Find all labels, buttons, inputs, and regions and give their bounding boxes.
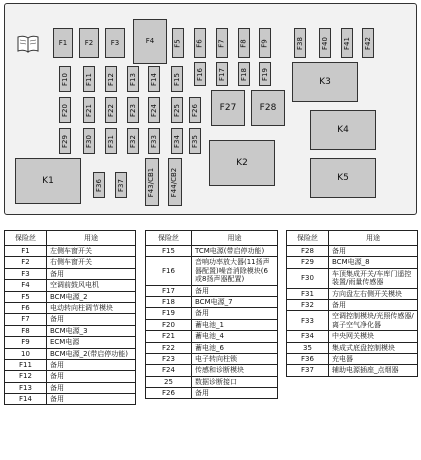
fuse-label: F2	[84, 38, 94, 47]
fuse-id-cell: F28	[287, 246, 329, 257]
fuse-use-cell: 备用	[192, 308, 278, 319]
fuse-f30	[83, 128, 95, 154]
table-row	[287, 288, 418, 299]
table-header-row	[287, 231, 418, 246]
fuse-id-cell: 10	[5, 348, 47, 359]
table-row	[5, 268, 136, 279]
fuse-id-cell: F4	[5, 280, 47, 291]
fuse-id-cell: F2	[5, 257, 47, 268]
fuse-f31	[105, 128, 117, 154]
header-use: 用途	[47, 231, 136, 246]
fuse-label: F16	[195, 67, 204, 81]
fuse-use-cell: 右侧车窗开关	[47, 257, 136, 268]
fuse-f4	[133, 19, 167, 64]
fuse-label: F6	[195, 38, 204, 48]
fuse-f5	[172, 28, 184, 58]
relay-label: K5	[337, 172, 349, 183]
table-row	[5, 348, 136, 359]
fuse-label: F31	[106, 134, 115, 148]
fuse-id-cell: F11	[5, 359, 47, 370]
fuse-use-cell: BCM电源_8	[329, 257, 418, 268]
table-row	[287, 365, 418, 376]
table-row	[287, 331, 418, 342]
header-use: 用途	[192, 231, 278, 246]
fuse-f19	[259, 62, 271, 86]
fuse-label: F8	[239, 38, 248, 48]
fuse-label: F13	[128, 72, 137, 86]
fuse-id-cell: F17	[146, 285, 192, 296]
fuse-id-cell: F15	[146, 246, 192, 257]
fuse-use-cell: 备用	[47, 268, 136, 279]
table-row	[146, 257, 278, 285]
relay-k4	[310, 110, 376, 150]
table-row	[287, 246, 418, 257]
fuse-label: F33	[149, 134, 158, 148]
fuse-f13	[127, 66, 139, 92]
table-row	[146, 353, 278, 364]
relay-label: K1	[42, 175, 54, 186]
fuse-use-cell: 左侧车窗开关	[47, 246, 136, 257]
table-row	[5, 302, 136, 313]
fuse-f29	[59, 128, 71, 154]
fuse-label: F18	[239, 67, 248, 81]
fuse-label: F37	[116, 178, 125, 192]
fuse-use-cell: 备用	[47, 359, 136, 370]
fuse-f17	[216, 62, 228, 86]
fuse-use-cell: 备用	[192, 285, 278, 296]
fuse-f38	[294, 28, 306, 58]
table-header-row	[5, 231, 136, 246]
fuse-use-cell: 集成式底盘控制模块	[329, 342, 418, 353]
fuse-f11	[83, 66, 95, 92]
relay-k1	[15, 158, 81, 204]
fuse-id-cell: F33	[287, 311, 329, 331]
table-row	[5, 325, 136, 336]
table-row	[146, 365, 278, 376]
fuse-id-cell: F18	[146, 296, 192, 307]
table-row	[5, 314, 136, 325]
fuse-f3	[105, 28, 125, 58]
fuse-label: F14	[149, 72, 158, 86]
table-row	[146, 296, 278, 307]
fuse-use-cell: 空调控制模块/光照传感器/离子空气净化器	[329, 311, 418, 331]
table-row	[5, 337, 136, 348]
relay-k2	[209, 140, 275, 186]
fuse-f40	[319, 28, 331, 58]
fuse-f6	[194, 28, 206, 58]
fuse-use-cell: BCM电源_2(带启停功能)	[47, 348, 136, 359]
fuse-f1	[53, 28, 73, 58]
table-row	[146, 319, 278, 330]
fuse-f33	[148, 128, 160, 154]
fuse-label: F9	[260, 38, 269, 48]
fuse-id-cell: F26	[146, 388, 192, 399]
fuse-use-cell: 辅助电源插座_点烟器	[329, 365, 418, 376]
fuse-label: F30	[84, 134, 93, 148]
fuse-id-cell: F30	[287, 268, 329, 288]
fuse-label: F24	[149, 103, 158, 117]
fuse-use-cell: 空调前鼓风电机	[47, 280, 136, 291]
fuse-label: F25	[172, 103, 181, 117]
table-row	[5, 291, 136, 302]
fuse-use-cell: 蓄电池_1	[192, 319, 278, 330]
fuse-label: F38	[295, 36, 304, 50]
header-fuse: 保险丝	[146, 231, 192, 246]
fuse-use-cell: 数据诊断接口	[192, 376, 278, 387]
fuse-f25	[171, 97, 183, 123]
fuse-label: F4	[145, 37, 155, 45]
header-fuse: 保险丝	[287, 231, 329, 246]
fuse-table-2	[145, 230, 278, 399]
fuse-use-cell: 电子转向柱锁	[192, 353, 278, 364]
fuse-id-cell: 25	[146, 376, 192, 387]
fuse-use-cell: 充电器	[329, 353, 418, 364]
table-row	[287, 257, 418, 268]
fuse-label: F40	[320, 36, 329, 50]
table-row	[287, 299, 418, 310]
fuse-use-cell: 中央网关模块	[329, 331, 418, 342]
relay-label: K3	[319, 76, 331, 87]
fuse-label: F42	[363, 36, 372, 50]
fuse-id-cell: F22	[146, 342, 192, 353]
fuse-table-3	[286, 230, 418, 377]
fuse-id-cell: F16	[146, 257, 192, 285]
fuse-f27	[211, 90, 245, 126]
fuse-use-cell: 备用	[47, 314, 136, 325]
fuse-f16	[194, 62, 206, 86]
fuse-label: F32	[128, 134, 137, 148]
fuse-label: F27	[219, 102, 237, 113]
fuse-use-cell: 电动转向柱调节模块	[47, 302, 136, 313]
table-row	[146, 376, 278, 387]
table-row	[146, 285, 278, 296]
relay-k5	[310, 158, 376, 198]
fuse-f21	[83, 97, 95, 123]
table-row	[146, 342, 278, 353]
fuse-label: F41	[342, 36, 351, 50]
fuse-id-cell: F37	[287, 365, 329, 376]
table-row	[5, 371, 136, 382]
fuse-id-cell: F20	[146, 319, 192, 330]
fuse-id-cell: F6	[5, 302, 47, 313]
fuse-f43-cb1	[145, 158, 159, 206]
table-row	[5, 382, 136, 393]
fuse-id-cell: F29	[287, 257, 329, 268]
fuse-f26	[189, 97, 201, 123]
fuse-id-cell: F9	[5, 337, 47, 348]
relay-label: K4	[337, 124, 349, 135]
fuse-id-cell: F34	[287, 331, 329, 342]
fuse-f28	[251, 90, 285, 126]
fuse-label: F19	[260, 67, 269, 81]
fuse-label: F35	[190, 134, 199, 148]
table-row	[5, 394, 136, 405]
fuse-use-cell: BCM电源_3	[47, 325, 136, 336]
fuse-id-cell: F8	[5, 325, 47, 336]
fuse-f44-cb2	[168, 158, 182, 206]
fuse-id-cell: F12	[5, 371, 47, 382]
table-row	[146, 308, 278, 319]
fuse-f7	[216, 28, 228, 58]
fuse-use-cell: BCM电源_2	[47, 291, 136, 302]
fuse-id-cell: 35	[287, 342, 329, 353]
fuse-f15	[171, 66, 183, 92]
fuse-f9	[259, 28, 271, 58]
fuse-f36	[93, 172, 105, 198]
fuse-use-cell: BCM电源_7	[192, 296, 278, 307]
fuse-f37	[115, 172, 127, 198]
table-row	[287, 353, 418, 364]
fuse-id-cell: F21	[146, 331, 192, 342]
fuse-id-cell: F19	[146, 308, 192, 319]
relay-k3	[292, 62, 358, 102]
fuse-table-1	[4, 230, 136, 405]
fuse-id-cell: F24	[146, 365, 192, 376]
table-row	[287, 268, 418, 288]
table-row	[287, 342, 418, 353]
fuse-id-cell: F14	[5, 394, 47, 405]
table-row	[146, 331, 278, 342]
fuse-use-cell: ECM电源	[47, 337, 136, 348]
table-row	[146, 388, 278, 399]
table-row	[5, 257, 136, 268]
fuse-use-cell: 方向盘左右侧开关模块	[329, 288, 418, 299]
fuse-f23	[127, 97, 139, 123]
table-header-row	[146, 231, 278, 246]
fuse-use-cell: 备用	[192, 388, 278, 399]
fuse-f41	[341, 28, 353, 58]
fuse-use-cell: 备用	[47, 382, 136, 393]
fuse-id-cell: F31	[287, 288, 329, 299]
fuse-f8	[238, 28, 250, 58]
fuse-label: F5	[173, 38, 182, 48]
fuse-f18	[238, 62, 250, 86]
fuse-label: F17	[217, 67, 226, 81]
fuse-box-diagram	[4, 3, 417, 215]
fuse-use-cell: 备用	[329, 299, 418, 310]
fuse-id-cell: F23	[146, 353, 192, 364]
fuse-f20	[59, 97, 71, 123]
fuse-label: F34	[172, 134, 181, 148]
fuse-id-cell: F1	[5, 246, 47, 257]
fuse-id-cell: F7	[5, 314, 47, 325]
fuse-id-cell: F36	[287, 353, 329, 364]
fuse-f2	[79, 28, 99, 58]
fuse-f12	[105, 66, 117, 92]
fuse-f34	[171, 128, 183, 154]
fuse-label: F43/CB1	[147, 167, 156, 197]
fuse-use-cell: 车顶集成开关/车库门遥控装置/雨量传感器	[329, 268, 418, 288]
table-row	[146, 246, 278, 257]
fuse-f35	[189, 128, 201, 154]
fuse-id-cell: F13	[5, 382, 47, 393]
table-row	[5, 359, 136, 370]
fuse-f10	[59, 66, 71, 92]
fuse-id-cell: F3	[5, 268, 47, 279]
fuse-use-cell: 音响功率放大器(11扬声器配置)噪音消除模块(6或8扬声器配置)	[192, 257, 278, 285]
table-row	[287, 311, 418, 331]
header-fuse: 保险丝	[5, 231, 47, 246]
fuse-f14	[148, 66, 160, 92]
relay-label: K2	[236, 157, 248, 168]
fuse-label: F29	[60, 134, 69, 148]
fuse-label: F44/CB2	[170, 167, 179, 197]
fuse-label: F3	[110, 38, 120, 47]
fuse-use-cell: 备用	[47, 371, 136, 382]
fuse-label: F11	[84, 72, 93, 86]
fuse-label: F1	[58, 38, 68, 47]
fuse-use-cell: 蓄电池_4	[192, 331, 278, 342]
fuse-id-cell: F5	[5, 291, 47, 302]
fuse-use-cell: 传感和诊断模块	[192, 365, 278, 376]
fuse-label: F21	[84, 103, 93, 117]
fuse-label: F22	[106, 103, 115, 117]
fuse-use-cell: TCM电源(带启停功能)	[192, 246, 278, 257]
table-row	[5, 246, 136, 257]
fuse-label: F7	[217, 38, 226, 48]
fuse-label: F28	[259, 102, 277, 113]
table-row	[5, 280, 136, 291]
manual-book-icon	[17, 35, 39, 53]
fuse-f22	[105, 97, 117, 123]
fuse-label: F20	[60, 103, 69, 117]
fuse-label: F15	[172, 72, 181, 86]
fuse-f42	[362, 28, 374, 58]
fuse-f24	[148, 97, 160, 123]
fuse-label: F12	[106, 72, 115, 86]
fuse-use-cell: 备用	[47, 394, 136, 405]
fuse-label: F10	[60, 72, 69, 86]
fuse-f32	[127, 128, 139, 154]
fuse-label: F36	[94, 178, 103, 192]
fuse-label: F23	[128, 103, 137, 117]
fuse-id-cell: F32	[287, 299, 329, 310]
header-use: 用途	[329, 231, 418, 246]
fuse-label: F26	[190, 103, 199, 117]
fuse-use-cell: 蓄电池_6	[192, 342, 278, 353]
fuse-use-cell: 备用	[329, 246, 418, 257]
